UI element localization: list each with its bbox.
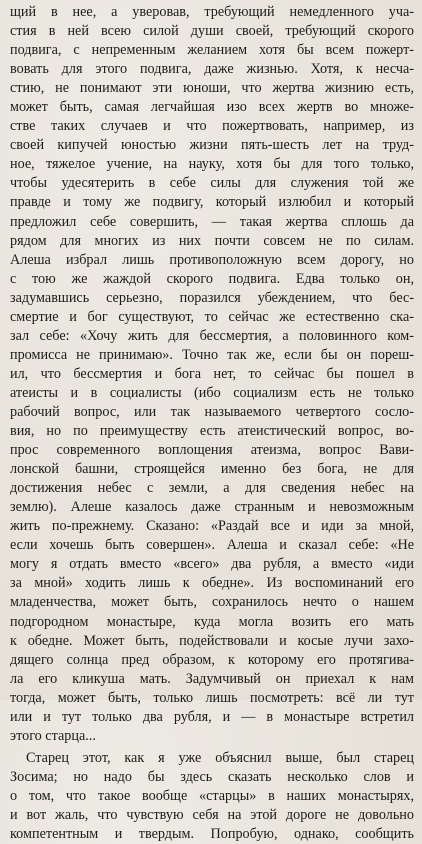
text-line: промисса не принимаю». Точно так же, если бы он пореш- xyxy=(10,346,414,363)
text-line: этого старца... xyxy=(10,727,96,744)
text-line: прос современного воплощения атеизма, вопрос Вави- xyxy=(10,442,414,459)
text-line: правде и тому же подвигу, который излюбил и который xyxy=(10,194,414,211)
text-line: тогда, может быть, только лишь посмотреть: всё ли тут xyxy=(10,689,414,706)
text-line: Алеша избрал лишь противоположную всем дорогу, но xyxy=(10,251,414,268)
text-line: предложил себе совершить, — такая жертва сплошь да xyxy=(10,213,414,230)
text-line: щий в нее, а уверовав, требующий немедленного уча- xyxy=(10,4,414,20)
text-line: может быть, самая легчайшая изо всех жертв во множе- xyxy=(10,99,414,116)
text-line: лонской башни, строящейся именно без бога, не для xyxy=(10,461,414,478)
text-line: о том, что такое вообще «старцы» в наших монастырях, xyxy=(10,787,414,804)
paragraph-2 xyxy=(10,749,414,844)
text-line: могу я отдать вместо «всего» два рубля, а вместо «иди xyxy=(10,556,414,573)
text-line: ил, что бессмертия и бога нет, то сейчас бы пошел в xyxy=(10,365,414,382)
text-line: к обедне. Может быть, подействовали и косые лучи захо- xyxy=(10,632,414,649)
text-line: чтобы удесятерить в себе силы для служения той же xyxy=(10,175,414,192)
text-line: зал себе: «Хочу жить для бессмертия, а половинного ком- xyxy=(10,327,414,344)
paragraph-1 xyxy=(10,3,414,746)
text-line: или и тут только два рубля, и — в монастыре встретил xyxy=(10,708,414,725)
text-line: подвига, с непременным желанием хотя бы всем пожерт- xyxy=(10,42,414,59)
text-line: вовать для этого подвига, даже жизнью. Хотя, к несча- xyxy=(10,61,414,78)
text-line: землю). Алеше казалось даже странным и невозможным xyxy=(10,499,414,516)
text-line: компетентным и твердым. Попробую, однако, сообщить xyxy=(10,826,414,843)
text-line: и вот жаль, что чувствую себя на этой дороге не довольно xyxy=(10,806,414,823)
text-line: Старец этот, как я уже объяснил выше, был старец xyxy=(26,749,414,766)
text-line: рабочий вопрос, или так называемого четвертого сосло- xyxy=(10,403,414,420)
text-line: задумавшись серьезно, поразился убеждением, что бес- xyxy=(10,289,414,306)
text-line: за мной» ходить лишь к обедне». Из воспоминаний его xyxy=(10,575,414,592)
text-line: дящего солнца пред образом, к которому его протягива- xyxy=(10,651,414,668)
text-line: с тою же жаждой скорого подвига. Едва только он, xyxy=(10,270,414,287)
text-line: младенчества, может быть, сохранилось нечто о нашем xyxy=(10,594,414,611)
text-line: рядом для многих из них почти совсем не по силам. xyxy=(10,232,414,249)
text-line: подгородном монастыре, куда могла возить его мать xyxy=(10,613,414,630)
text-line: вия, но по преимуществу есть атеистический вопрос, во- xyxy=(10,423,414,440)
text-line: ла его кликуша мать. Задумчивый он приехал к нам xyxy=(10,670,414,687)
text-line: своей кипучей юностью жизни пять-шесть лет на труд- xyxy=(10,137,414,154)
text-line: если хочешь быть совершен». Алеша и сказал себе: «Не xyxy=(10,537,414,554)
text-line: жить по-прежнему. Сказано: «Раздай все и иди за мной, xyxy=(10,518,414,535)
text-line: стию, не понимают эти юноши, что жертва жизнию есть, xyxy=(10,80,414,97)
text-line: стия в ней всею силой души своей, требующий скорого xyxy=(10,23,414,40)
text-line: ное, тяжелое учение, на науку, хотя бы для того только, xyxy=(10,156,414,173)
text-line: достижения небес с земли, а для сведения небес на xyxy=(10,480,414,497)
text-line: Зосима; но надо бы здесь сказать несколько слов и xyxy=(10,768,414,785)
text-line: смертие и бог существуют, то сейчас же естественно ска- xyxy=(10,308,414,325)
text-line: стве таких случаев и что пожертвовать, например, из xyxy=(10,118,414,135)
text-line: атеисты и в социалисты (ибо социализм есть не только xyxy=(10,384,414,401)
